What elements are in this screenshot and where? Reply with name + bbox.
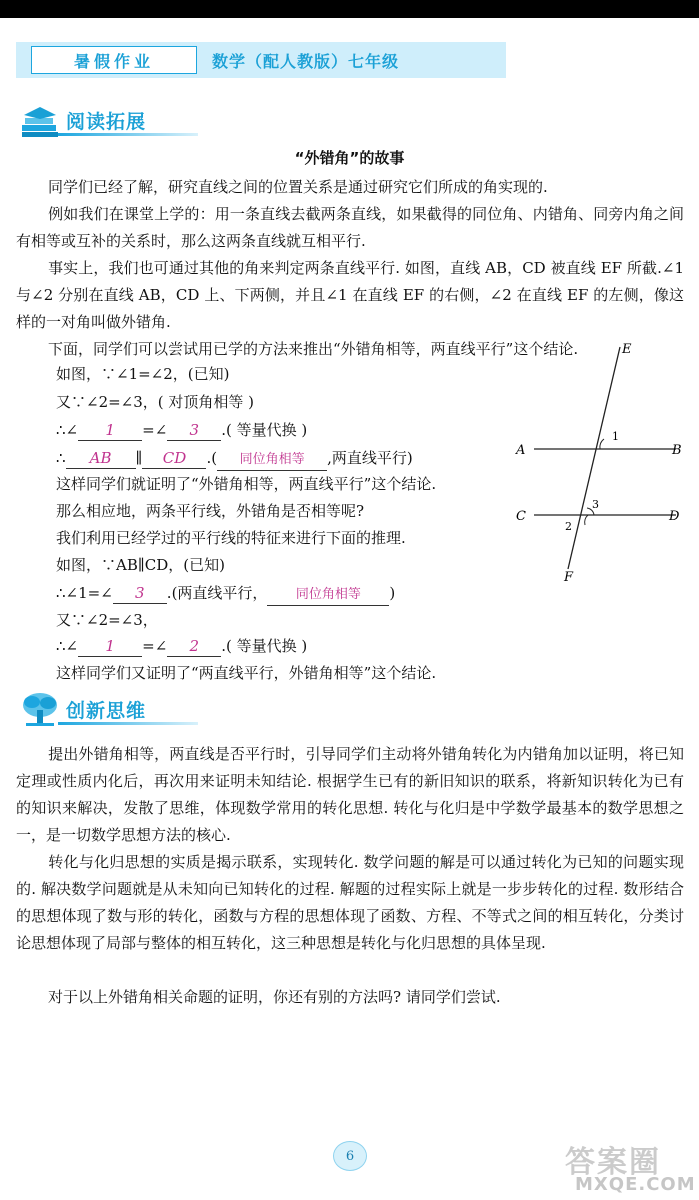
watermark-url: MXQE.COM bbox=[575, 1174, 696, 1195]
angle-2-arc bbox=[585, 515, 588, 525]
section-reading bbox=[18, 103, 218, 139]
proof2-line3: 又∵∠2=∠3， bbox=[56, 611, 158, 629]
story-paragraph-4: 下面，同学们可以尝试用已学的方法来推出“外错角相等，两直线平行”这个结论. bbox=[48, 340, 579, 358]
answer-blank: 同位角相等 bbox=[267, 585, 389, 606]
answer-blank: 1 bbox=[78, 636, 142, 657]
answer-blank: 3 bbox=[167, 420, 221, 441]
top-bar bbox=[0, 0, 699, 18]
section-reading-underline bbox=[58, 133, 198, 136]
label-c: C bbox=[516, 509, 526, 524]
label-angle-3: 3 bbox=[592, 498, 599, 511]
proof1-line1: 如图，∵∠1=∠2，(已知) bbox=[56, 365, 230, 383]
angle-1-arc bbox=[600, 439, 604, 449]
line-ef bbox=[568, 347, 620, 569]
books-stack-icon bbox=[18, 103, 62, 139]
story-paragraph-8: 这样同学们又证明了“两直线平行，外错角相等”这个结论. bbox=[56, 664, 437, 682]
label-e: E bbox=[622, 342, 632, 357]
proof1-line2: 又∵∠2=∠3，( 对顶角相等 ) bbox=[56, 393, 255, 411]
section-innovation-underline bbox=[58, 722, 198, 725]
story-title: “外错角”的故事 bbox=[294, 149, 405, 167]
story-paragraph-1: 同学们已经了解，研究直线之间的位置关系是通过研究它们所成的角实现的. bbox=[48, 178, 548, 196]
answer-blank: 同位角相等 bbox=[217, 450, 327, 471]
innovation-paragraph-1: 提出外错角相等，两直线是否平行时，引导同学们主动将外错角转化为内错角加以证明，将已知定理或性质内化后，再次用来证明未知结论. 根据学生已有的新旧知识的联系，将新知识转化为已有的知识来解决，发散了思维，体现数学常用的转化思想. 转化与化归是中学数学最基本的数学思想之一，是一切数学思想方法的核心. bbox=[16, 745, 684, 844]
proof2-line2: ∴∠1=∠ 3 .(两直线平行， 同位角相等 ) bbox=[56, 581, 395, 606]
label-a: A bbox=[516, 443, 526, 458]
watermark-logo: 答案圈 bbox=[565, 1145, 661, 1180]
label-angle-1: 1 bbox=[612, 430, 619, 443]
section-reading-title: 阅读拓展 bbox=[66, 111, 147, 133]
proof1-line4: ∴ AB ∥ CD .( 同位角相等 ,两直线平行) bbox=[56, 446, 413, 471]
parallel-lines-figure bbox=[506, 337, 686, 587]
story-paragraph-6: 那么相应地，两条平行线，外错角是否相等呢? bbox=[56, 502, 365, 520]
proof1-line3: ∴∠ 1 =∠ 3 .( 等量代换 ) bbox=[56, 421, 308, 439]
section-innovation-title: 创新思维 bbox=[66, 700, 147, 722]
label-f: F bbox=[564, 570, 574, 585]
header-right-label: 数学（配人教版）七年级 bbox=[212, 51, 400, 71]
innovation-paragraph-3: 对于以上外错角相关命题的证明，你还有别的方法吗? 请同学们尝试. bbox=[48, 988, 501, 1006]
answer-blank: 2 bbox=[167, 636, 221, 657]
proof2-line1: 如图，∵AB∥CD，(已知) bbox=[56, 556, 225, 574]
label-angle-2: 2 bbox=[565, 520, 572, 533]
section-innovation bbox=[18, 692, 218, 728]
tree-icon bbox=[18, 692, 62, 728]
innovation-paragraph-2: 转化与化归思想的实质是揭示联系，实现转化. 数学问题的解是可以通过转化为已知的问题实现的. 解决数学问题就是从未知向已知转化的过程. 解题的过程实际上就是一步步转化的过程. 数形结合的思想体现了数与形的转化，函数与方程的思想体现了函数、方程、不等式之间的相互转化，分类讨论思想体现了局部与整体的相互转化，这三种思想是转化与化归思想的具体呈现. bbox=[16, 853, 684, 952]
story-paragraph-3: 事实上，我们也可通过其他的角来判定两条直线平行. 如图，直线 AB，CD 被直线 EF 所截.∠1 与∠2 分别在直线 AB，CD 上、下两侧，并且∠1 在直线 EF 的右侧，∠2 在直线 EF 的左侧，像这样的一对角叫做外错角. bbox=[16, 259, 684, 331]
label-b: B bbox=[672, 443, 682, 458]
answer-blank: CD bbox=[142, 448, 206, 469]
answer-blank: 3 bbox=[113, 583, 167, 604]
story-paragraph-2: 例如我们在课堂上学的：用一条直线去截两条直线，如果截得的同位角、内错角、同旁内角之间有相等或互补的关系时，那么这两条直线就互相平行. bbox=[16, 205, 684, 250]
header-left-label: 暑假作业 bbox=[31, 46, 197, 74]
story-paragraph-7: 我们利用已经学过的平行线的特征来进行下面的推理. bbox=[56, 529, 406, 547]
label-d: D bbox=[669, 509, 680, 524]
answer-blank: AB bbox=[66, 448, 136, 469]
page-number: 6 bbox=[333, 1141, 367, 1171]
proof2-line4: ∴∠ 1 =∠ 2 .( 等量代换 ) bbox=[56, 637, 308, 655]
answer-blank: 1 bbox=[78, 420, 142, 441]
story-paragraph-5: 这样同学们就证明了“外错角相等，两直线平行”这个结论. bbox=[56, 475, 437, 493]
